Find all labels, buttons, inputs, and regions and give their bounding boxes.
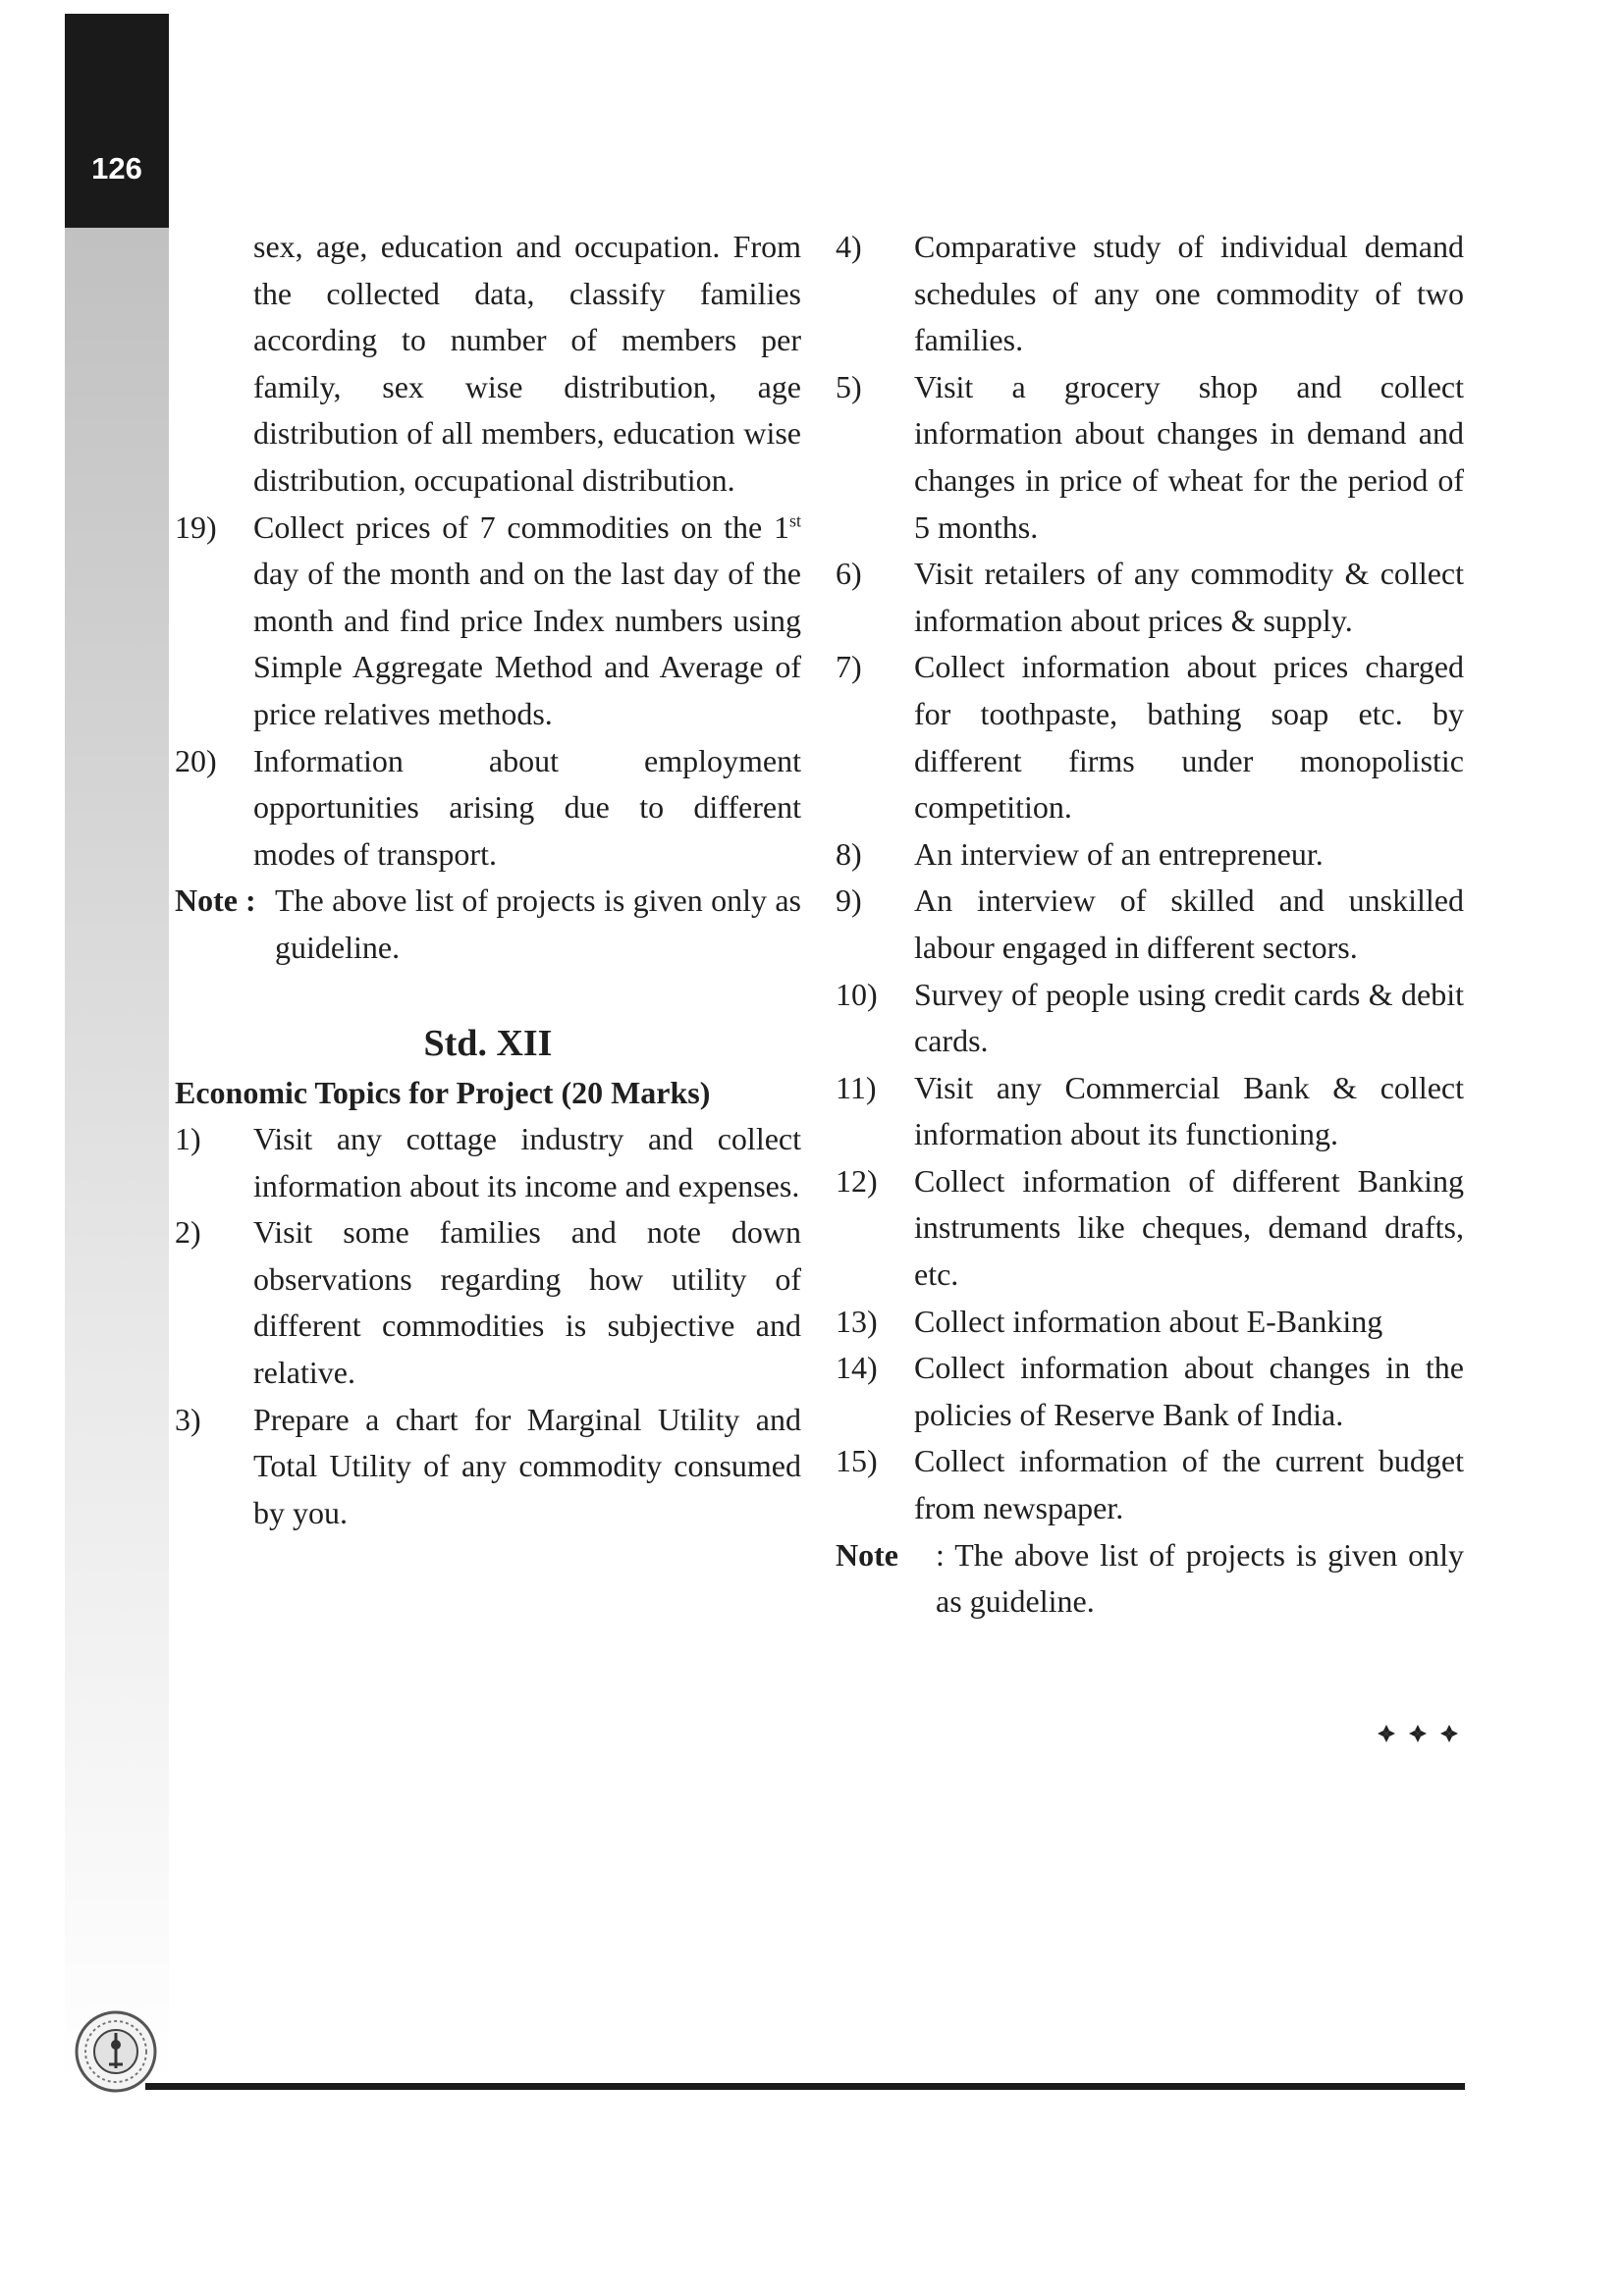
page-number: 126 [91,151,142,186]
board-seal-icon [74,2009,158,2094]
list-item [836,1299,1464,1346]
item-text: Visit a grocery shop and collect information about changes in demand and changes in price of wheat for the period of 5 months. [914,368,1464,545]
bottom-rule [145,2083,1465,2090]
list-item [836,972,1464,1065]
list-item [175,1116,801,1209]
item-text: Collect information about E-Banking [914,1303,1383,1339]
item-number: 20) [175,742,217,778]
item-number: 6) [836,556,862,592]
note-right [836,1532,1464,1626]
item-text: Visit any Commercial Bank & collect information about its functioning. [914,1069,1464,1152]
three-diamond-ornament-icon [1371,1717,1465,1750]
list-item-19 [175,505,801,738]
item-number: 7) [836,649,862,685]
list-item [836,878,1464,971]
item-text: Collect information of different Banking instruments like cheques, demand drafts, etc. [914,1162,1464,1293]
item-text: Visit any cottage industry and collect information about its income and expenses. [253,1121,801,1203]
item-text: Collect prices of 7 commodities on the 1 [253,508,789,545]
page-number-tab [65,14,169,228]
item-text: Comparative study of individual demand schedules of any one commodity of two families. [914,229,1464,358]
note-label: Note [836,1536,898,1573]
item-text-cont: day of the month and on the last day of the month and find price Index numbers using Simple Aggregate Method and Average of price relatives methods. [253,556,801,731]
item-text: Survey of people using credit cards & debit cards. [914,976,1464,1059]
note-left [175,878,801,971]
item-number: 14) [836,1350,878,1386]
note-text: : The above list of projects is given only as guideline. [936,1536,1464,1620]
item-text: An interview of an entrepreneur. [914,835,1324,872]
item-number: 13) [836,1303,878,1339]
item-number: 9) [836,882,862,919]
project-list-right [836,224,1464,1532]
list-item [836,1065,1464,1158]
item-number: 1) [175,1121,201,1157]
item-number: 10) [836,976,878,1012]
item-number: 15) [836,1443,878,1479]
item-number: 4) [836,229,862,264]
list-item [836,364,1464,551]
list-item [836,644,1464,830]
project-list-left [175,1116,801,1536]
item-number: 3) [175,1401,201,1437]
item-text: Collect information about prices charged for toothpaste, bathing soap etc. by different firms under monopolistic competition. [914,649,1464,826]
item-number: 5) [836,368,862,404]
right-column [836,224,1464,1626]
item-number: 2) [175,1214,201,1251]
item-number: 12) [836,1162,878,1199]
list-item [175,1209,801,1396]
note-label: Note : [175,882,256,919]
item-text: Prepare a chart for Marginal Utility and Total Utility of any commodity consumed by you. [253,1401,801,1530]
list-item [175,1397,801,1537]
item-text: Information about employment opportunities arising due to different modes of transport. [253,742,801,872]
ordinal-suffix: st [788,509,801,530]
item-text: Collect information about changes in the policies of Reserve Bank of India. [914,1350,1464,1432]
left-column [175,224,801,1536]
note-text: The above list of projects is given only as guideline. [275,882,801,965]
item-text: Collect information of the current budget from newspaper. [914,1443,1464,1526]
item-text: Visit some families and note down observations regarding how utility of different commodities is subjective and relative. [253,1214,801,1391]
item-text: An interview of skilled and unskilled labour engaged in different sectors. [914,882,1464,965]
item-number: 8) [836,835,862,872]
list-item-20 [175,738,801,879]
list-item [836,831,1464,879]
item-number: 11) [836,1069,877,1105]
list-item [836,551,1464,644]
item-number: 19) [175,508,217,545]
list-item [836,1438,1464,1531]
list-item [836,1158,1464,1299]
section-title: Std. XII [423,1022,553,1064]
continuation-paragraph: sex, age, education and occupation. From the collected data, classify families according to number of members per family, sex wise distribution, age distribution of all members, education wise distribution, occupational distribution. [253,229,801,498]
list-item [836,1345,1464,1438]
page-sidebar [65,14,169,2085]
item-text: Visit retailers of any commodity & collect information about prices & supply. [914,556,1464,638]
section-subtitle: Economic Topics for Project (20 Marks) [175,1074,711,1110]
list-item [836,224,1464,364]
